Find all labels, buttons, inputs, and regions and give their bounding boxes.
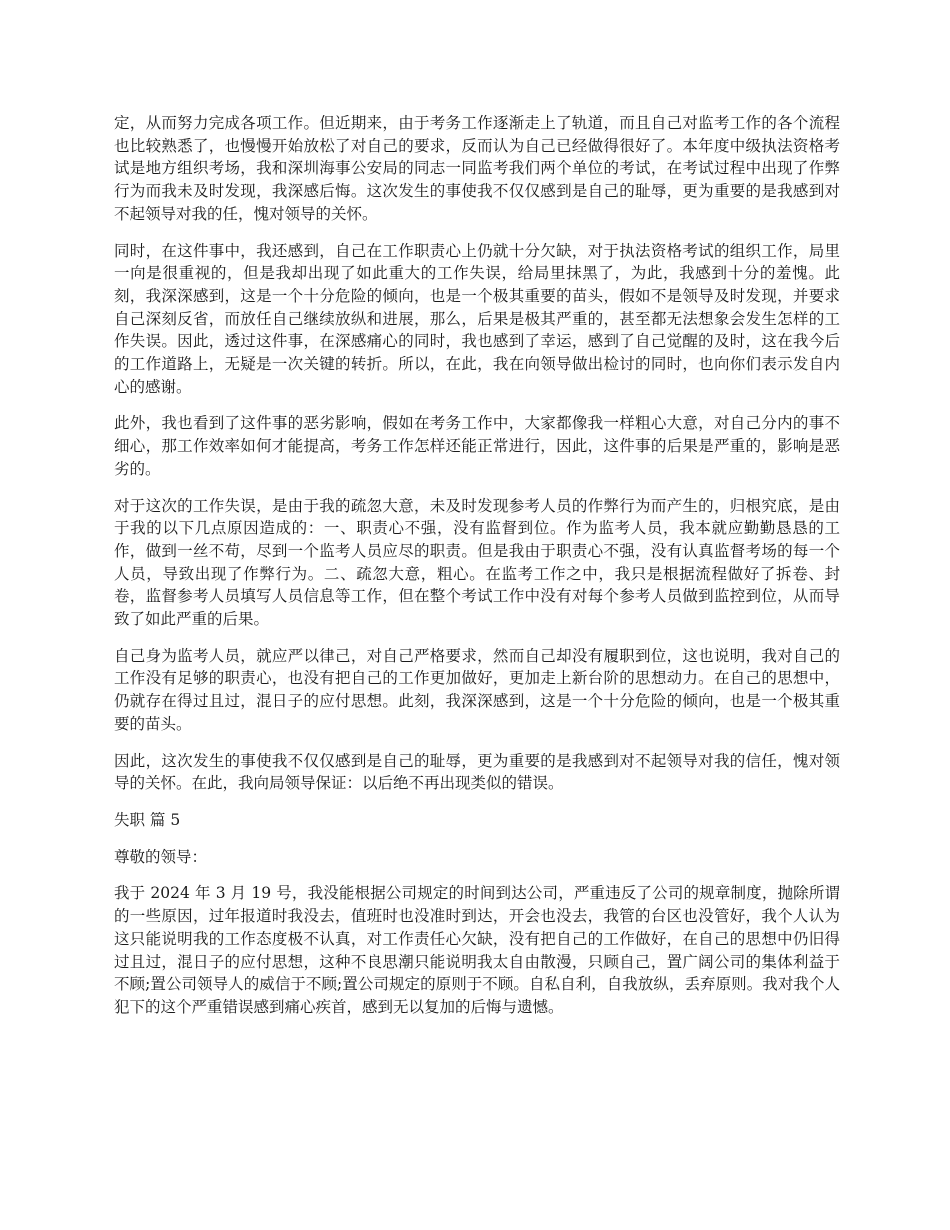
section-heading: 失职 篇 5: [114, 810, 181, 829]
paragraph: 我于 2024 年 3 月 19 号，我没能根据公司规定的时间到达公司，严重违反了公司的规章制度，抛除所谓的一些原因，过年报道时我没去，值班时也没准时到达，开会也没去，我管的台区也没管好，我个人认为这只能说明我的工作态度极不认真，对工作责任心欠缺，没有把自己的工作做好，在自己的思想中仍旧得过且过，混日子的应付思想，这种不良思潮只能说明我太自由散漫，只顾自己，置广阔公司的集体利益于不顾;置公司领导人的威信于不顾;置公司规定的原则于不顾。自私自利，自我放纵，丢弃原则。我对我个人犯下的这个严重错误感到痛心疾首，感到无以复加的后悔与遗憾。: [114, 884, 840, 1016]
paragraph: 对于这次的工作失误，是由于我的疏忽大意，未及时发现参考人员的作弊行为而产生的，归根究底，是由于我的以下几点原因造成的：一、职责心不强，没有监督到位。作为监考人员，我本就应勤勤恳恳的工作，做到一丝不苟，尽到一个监考人员应尽的职责。但是我由于职责心不强，没有认真监督考场的每一个人员，导致出现了作弊行为。二、疏忽大意，粗心。在监考工作之中，我只是根据流程做好了拆卷、封卷，监督参考人员填写人员信息等工作，但在整个考试工作中没有对每个参考人员做到监控到位，从而导致了如此严重的后果。: [114, 496, 840, 629]
salutation: 尊敬的领导：: [114, 847, 208, 866]
paragraph: 自己身为监考人员，就应严以律己，对自己严格要求，然而自己却没有履职到位，这也说明，我对自己的工作没有足够的职责心，也没有把自己的工作更加做好，更加走上新台阶的思想动力。在自己的思想中，仍就存在得过且过，混日子的应付思想。此刻，我深深感到，这是一个十分危险的倾向，也是一个极其重要的苗头。: [114, 646, 840, 733]
paragraph: 因此，这次发生的事使我不仅仅感到是自己的耻辱，更为重要的是我感到对不起领导对我的信任，愧对领导的关怀。在此，我向局领导保证：以后绝不再出现类似的错误。: [114, 751, 840, 793]
document-body: [114, 112, 840, 1033]
paragraph: 定，从而努力完成各项工作。但近期来，由于考务工作逐渐走上了轨道，而且自己对监考工作的各个流程也比较熟悉了，也慢慢开始放松了对自己的要求，反而认为自己已经做得很好了。本年度中级执法资格考试是地方组织考场，我和深圳海事公安局的同志一同监考我们两个单位的考试，在考试过程中出现了作弊行为而我未及时发现，我深感后悔。这次发生的事使我不仅仅感到是自己的耻辱，更为重要的是我感到对不起领导对我的任，愧对领导的关怀。: [114, 114, 840, 223]
paragraph: 同时，在这件事中，我还感到，自己在工作职责心上仍就十分欠缺，对于执法资格考试的组织工作，局里一向是很重视的，但是我却出现了如此重大的工作失误，给局里抹黑了，为此，我感到十分的羞愧。此刻，我深深感到，这是一个十分危险的倾向，也是一个极其重要的苗头，假如不是领导及时发现，并要求自己深刻反省，而放任自己继续放纵和进展，那么，后果是极其严重的，甚至都无法想象会发生怎样的工作失误。因此，透过这件事，在深感痛心的同时，我也感到了幸运，感到了自己觉醒的及时，这在我今后的工作道路上，无疑是一次关键的转折。所以，在此，我在向领导做出检讨的同时，也向你们表示发自内心的感谢。: [114, 241, 840, 396]
paragraph: 此外，我也看到了这件事的恶劣影响，假如在考务工作中，大家都像我一样粗心大意，对自己分内的事不细心，那工作效率如何才能提高，考务工作怎样还能正常进行，因此，这件事的后果是严重的，影响是恶劣的。: [114, 414, 840, 478]
